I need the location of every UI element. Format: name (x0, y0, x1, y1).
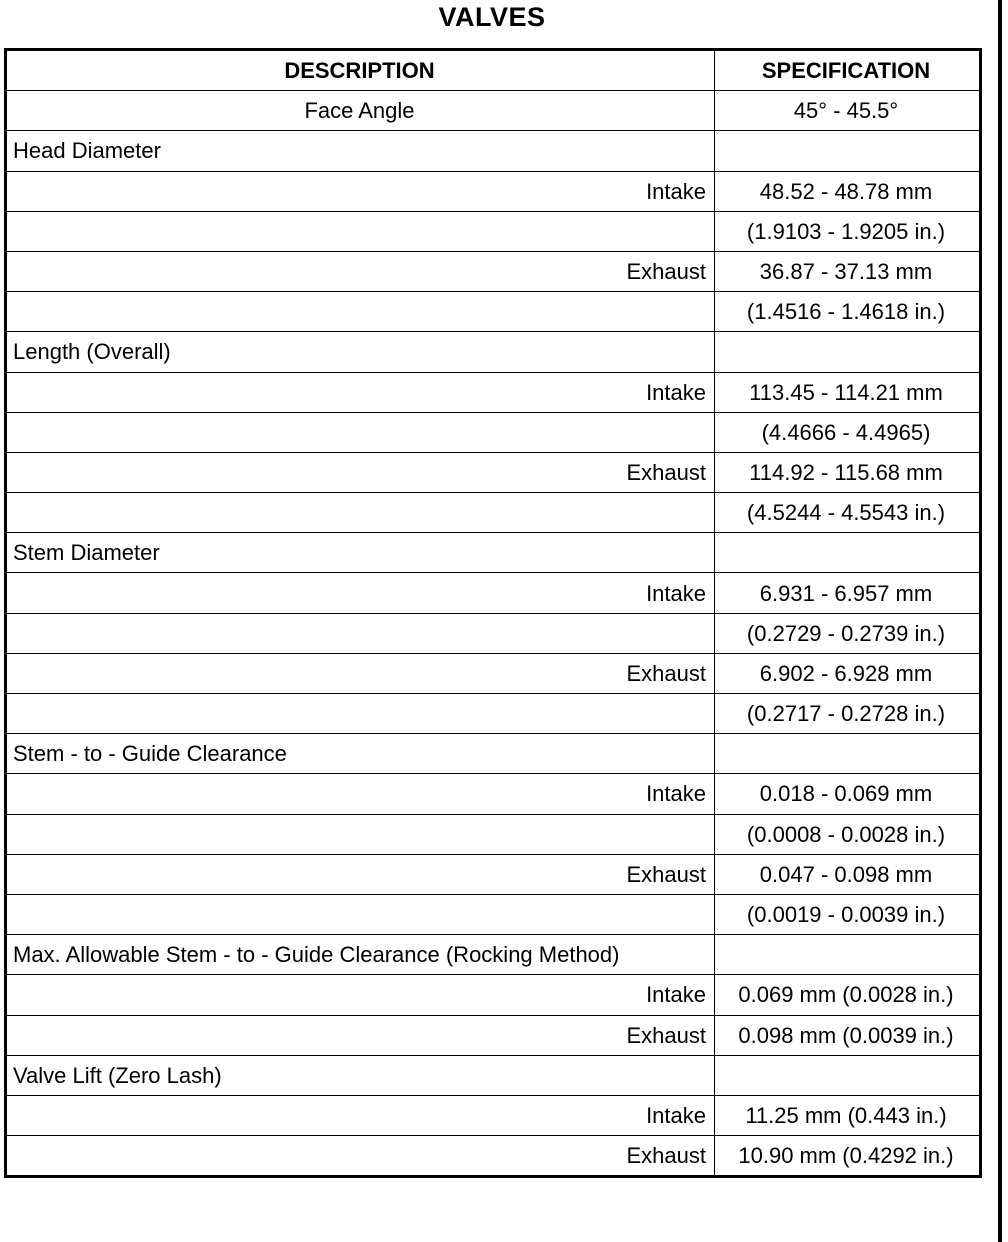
row-description (6, 292, 715, 332)
row-description: Max. Allowable Stem - to - Guide Clearance (Rocking Method) (6, 935, 715, 975)
table-row (6, 975, 981, 1015)
row-specification: 11.25 mm (0.443 in.) (715, 1095, 981, 1135)
table-row (6, 171, 981, 211)
row-description: Exhaust (6, 1136, 715, 1177)
row-specification: (4.4666 - 4.4965) (715, 412, 981, 452)
row-specification: 45° - 45.5° (715, 91, 981, 131)
row-specification: 6.931 - 6.957 mm (715, 573, 981, 613)
row-description: Stem Diameter (6, 533, 715, 573)
table-row (6, 694, 981, 734)
row-specification (715, 734, 981, 774)
table-row (6, 1015, 981, 1055)
table-row (6, 452, 981, 492)
row-specification: (1.9103 - 1.9205 in.) (715, 211, 981, 251)
table-header-row (6, 50, 981, 91)
row-specification: 0.098 mm (0.0039 in.) (715, 1015, 981, 1055)
column-header-description: DESCRIPTION (6, 50, 715, 91)
table-row (6, 1136, 981, 1177)
row-specification (715, 332, 981, 372)
row-specification: 0.018 - 0.069 mm (715, 774, 981, 814)
table-row (6, 573, 981, 613)
row-specification: 114.92 - 115.68 mm (715, 452, 981, 492)
row-description: Head Diameter (6, 131, 715, 171)
row-specification (715, 131, 981, 171)
row-description (6, 412, 715, 452)
table-row (6, 814, 981, 854)
row-description (6, 814, 715, 854)
row-specification: 113.45 - 114.21 mm (715, 372, 981, 412)
row-description: Exhaust (6, 452, 715, 492)
row-description: Face Angle (6, 91, 715, 131)
table-row (6, 935, 981, 975)
table-row (6, 91, 981, 131)
row-specification: (0.2717 - 0.2728 in.) (715, 694, 981, 734)
row-specification: 0.047 - 0.098 mm (715, 854, 981, 894)
table-row (6, 493, 981, 533)
row-description (6, 493, 715, 533)
row-description: Length (Overall) (6, 332, 715, 372)
valves-spec-table (4, 48, 982, 1178)
row-description: Intake (6, 171, 715, 211)
table-row (6, 131, 981, 171)
row-specification: 0.069 mm (0.0028 in.) (715, 975, 981, 1015)
table-row (6, 372, 981, 412)
table-row (6, 774, 981, 814)
row-specification (715, 533, 981, 573)
table-row (6, 734, 981, 774)
row-specification: 6.902 - 6.928 mm (715, 653, 981, 693)
row-specification: (0.0019 - 0.0039 in.) (715, 894, 981, 934)
table-row (6, 1095, 981, 1135)
row-description: Exhaust (6, 653, 715, 693)
row-specification (715, 1055, 981, 1095)
table-row (6, 533, 981, 573)
row-specification: 36.87 - 37.13 mm (715, 251, 981, 291)
table-row (6, 412, 981, 452)
row-description (6, 894, 715, 934)
table-row (6, 1055, 981, 1095)
row-description: Intake (6, 372, 715, 412)
table-row (6, 211, 981, 251)
table-row (6, 251, 981, 291)
row-description: Intake (6, 774, 715, 814)
table-body (6, 91, 981, 1177)
table-row (6, 854, 981, 894)
row-description: Exhaust (6, 251, 715, 291)
row-description (6, 211, 715, 251)
row-specification: 48.52 - 48.78 mm (715, 171, 981, 211)
table-row (6, 894, 981, 934)
row-specification: (1.4516 - 1.4618 in.) (715, 292, 981, 332)
page-edge-rule (998, 0, 1002, 1242)
row-specification: (4.5244 - 4.5543 in.) (715, 493, 981, 533)
row-description: Stem - to - Guide Clearance (6, 734, 715, 774)
table-row (6, 653, 981, 693)
row-specification: (0.0008 - 0.0028 in.) (715, 814, 981, 854)
column-header-specification: SPECIFICATION (715, 50, 981, 91)
row-description: Exhaust (6, 1015, 715, 1055)
row-description: Intake (6, 573, 715, 613)
table-row (6, 332, 981, 372)
row-description: Intake (6, 1095, 715, 1135)
row-specification: (0.2729 - 0.2739 in.) (715, 613, 981, 653)
page-title: VALVES (438, 2, 546, 32)
row-specification: 10.90 mm (0.4292 in.) (715, 1136, 981, 1177)
row-description: Intake (6, 975, 715, 1015)
table-row (6, 613, 981, 653)
table-row (6, 292, 981, 332)
row-description (6, 613, 715, 653)
row-description (6, 694, 715, 734)
row-specification (715, 935, 981, 975)
row-description: Valve Lift (Zero Lash) (6, 1055, 715, 1095)
row-description: Exhaust (6, 854, 715, 894)
